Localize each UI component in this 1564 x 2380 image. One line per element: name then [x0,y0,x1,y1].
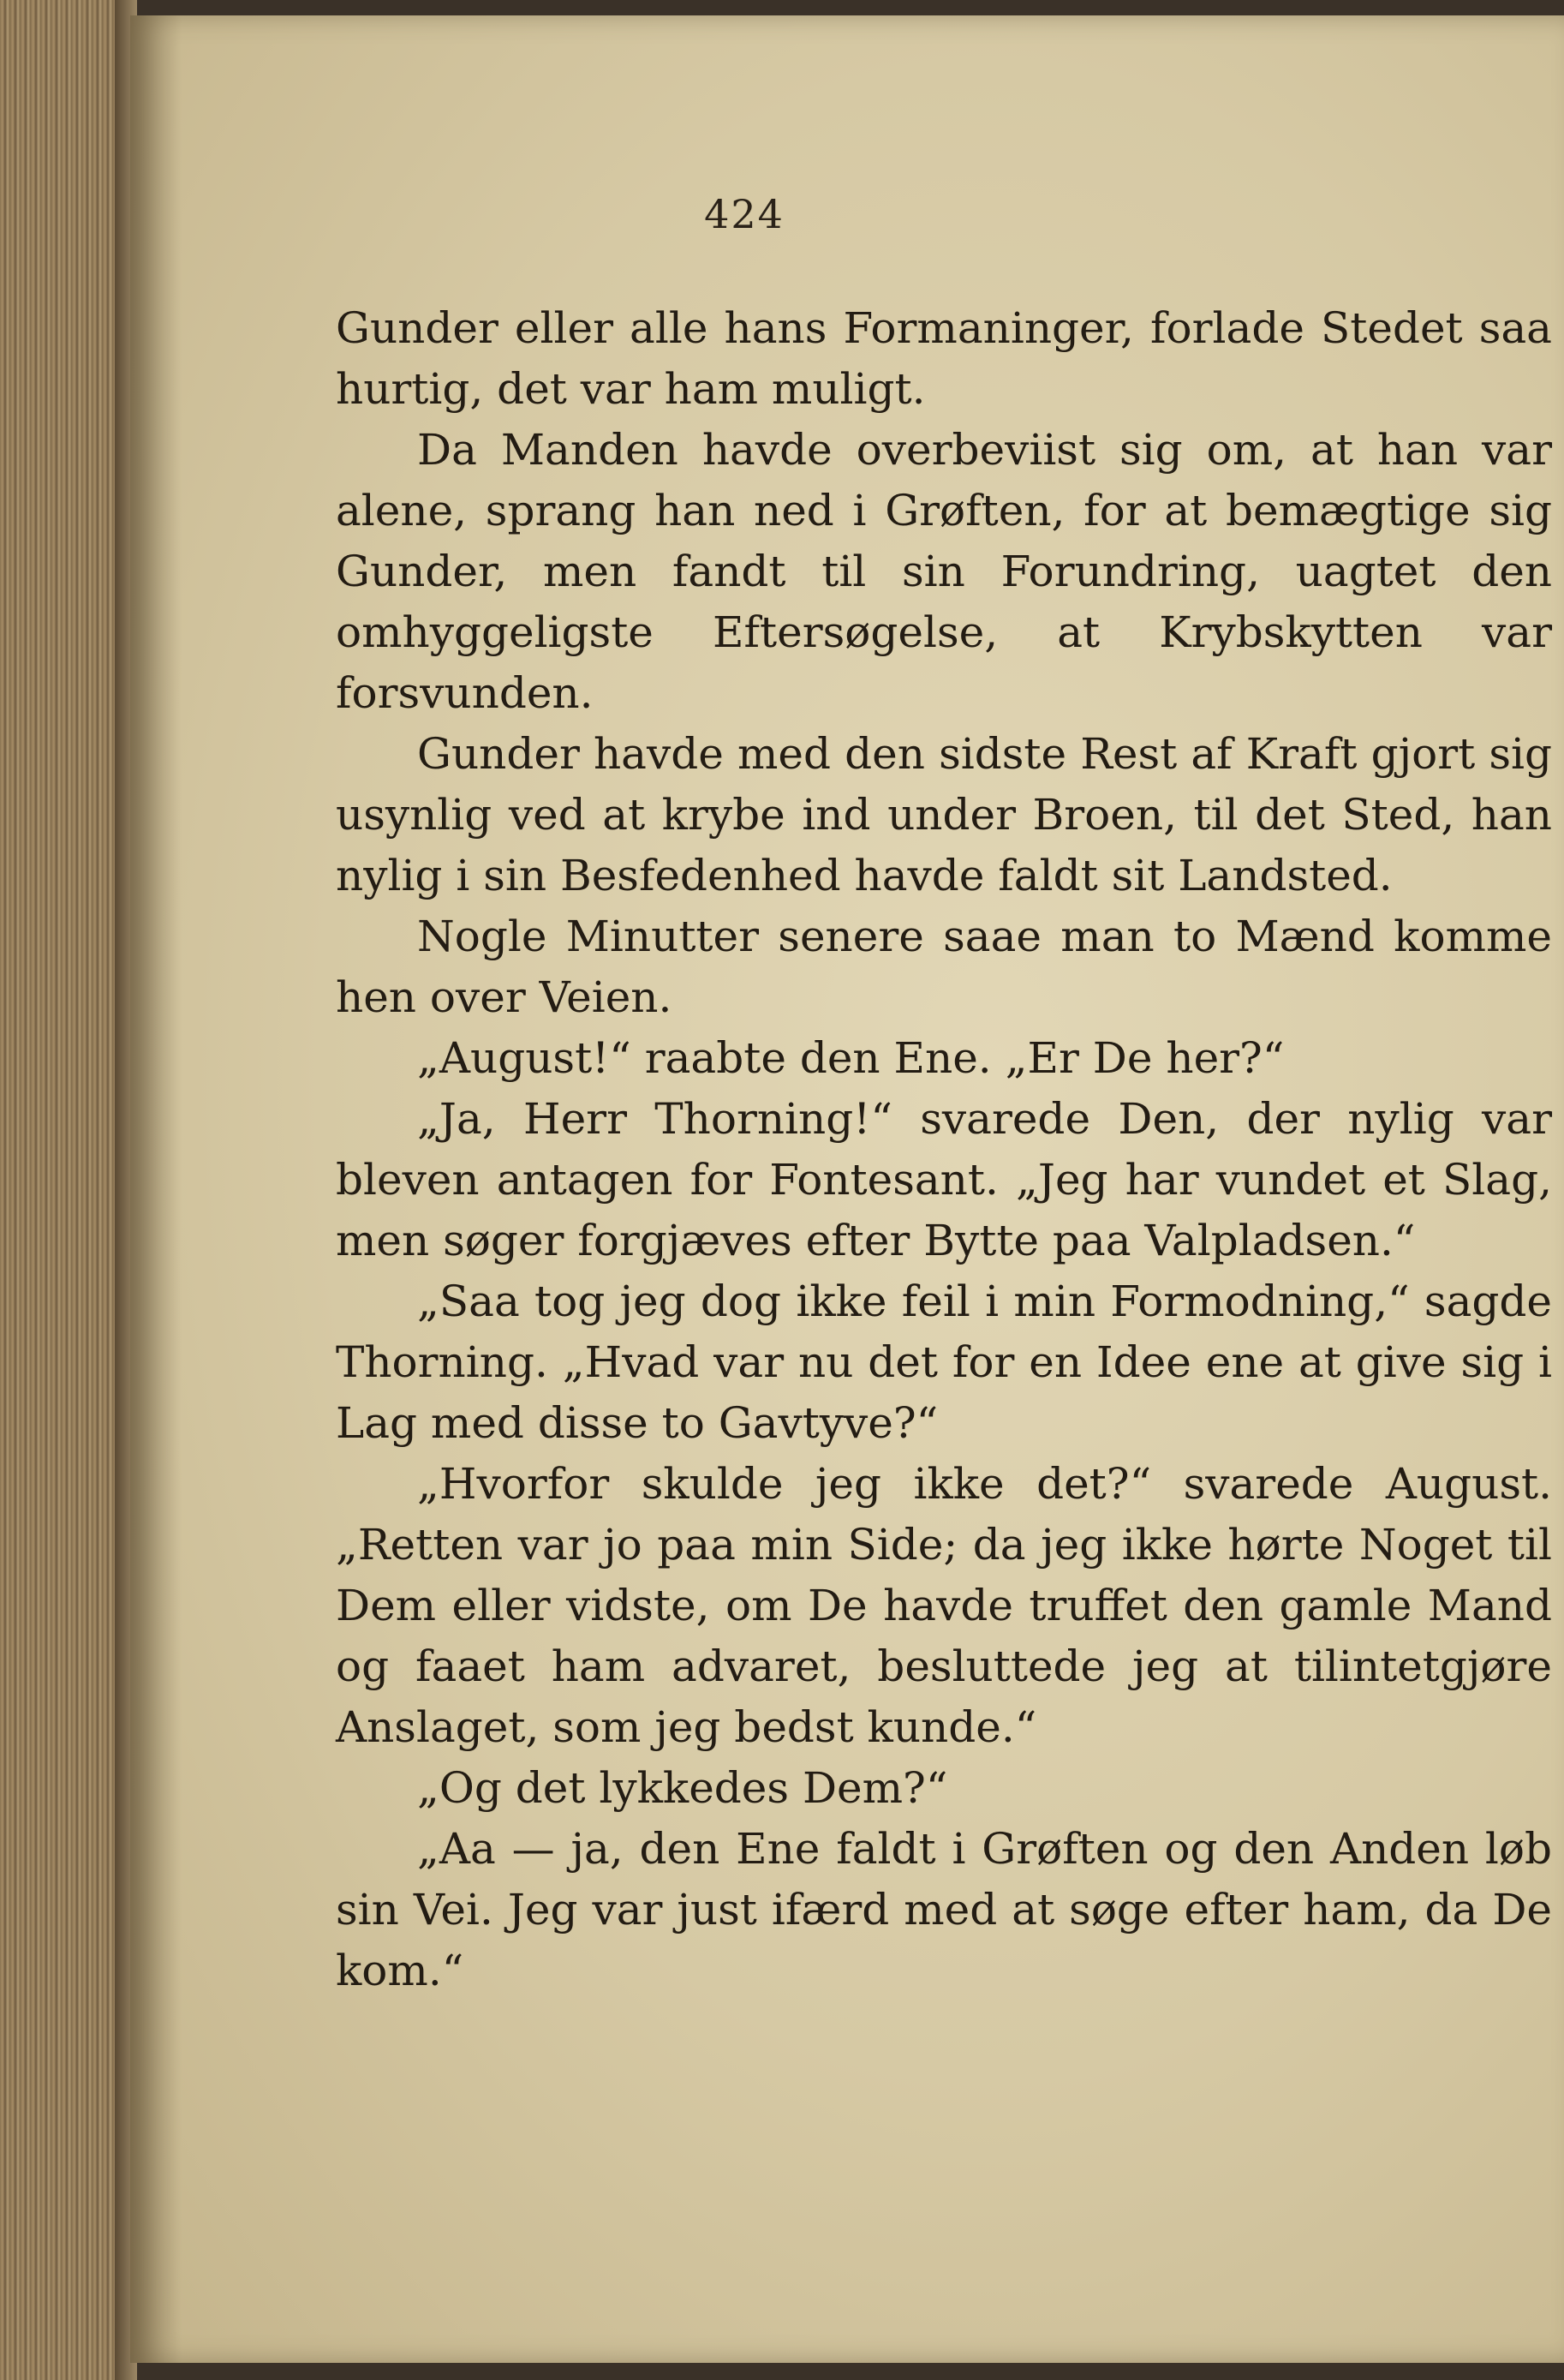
paragraph: Gunder havde med den sidste Rest af Kraft gjort sig usynlig ved at krybe ind under Broen, til det Sted, han nylig i sin Besfedenhed havde faldt sit Landsted. [336,729,1552,900]
paragraph: Nogle Minutter senere saae man to Mænd komme hen over Veien. [336,912,1552,1022]
page-edges [0,0,137,2380]
paragraph: „Og det lykkedes Dem?“ [417,1763,948,1813]
spine-shadow [130,15,182,2363]
paragraph: Gunder eller alle hans Formaninger, forlade Stedet saa hurtig, det var ham muligt. [336,303,1552,414]
paragraph: „August!“ raabte den Ene. „Er De her?“ [417,1033,1285,1083]
page-number: 424 [704,191,785,237]
paragraph: „Hvorfor skulde jeg ikke det?“ svarede August. „Retten var jo paa min Side; da jeg ikke hørte Noget til Dem eller vidste, om De havde truffet den gamle Mand og faaet ham advaret, besluttede jeg at tilintetgjøre Anslaget, som jeg bedst kunde.“ [336,1459,1552,1752]
paragraph: „Aa — ja, den Ene faldt i Grøften og den Anden løb sin Vei. Jeg var just ifærd med at søge efter ham, da De kom.“ [336,1824,1552,1995]
paragraph: Da Manden havde overbeviist sig om, at han var alene, sprang han ned i Grøften, for at bemægtige sig Gunder, men fandt til sin Forundring, uagtet den omhyggeligste Eftersøgelse, at Krybskytten var forsvunden. [336,425,1552,718]
body-text [336,298,1552,2001]
page-sheet [130,15,1564,2363]
paragraph: „Ja, Herr Thorning!“ svarede Den, der nylig var bleven antagen for Fontesant. „Jeg har vundet et Slag, men søger forgjæves efter Bytte paa Valpladsen.“ [336,1094,1552,1265]
paragraph: „Saa tog jeg dog ikke feil i min Formodning,“ sagde Thorning. „Hvad var nu det for en Idee ene at give sig i Lag med disse to Gavtyve?“ [336,1277,1552,1448]
